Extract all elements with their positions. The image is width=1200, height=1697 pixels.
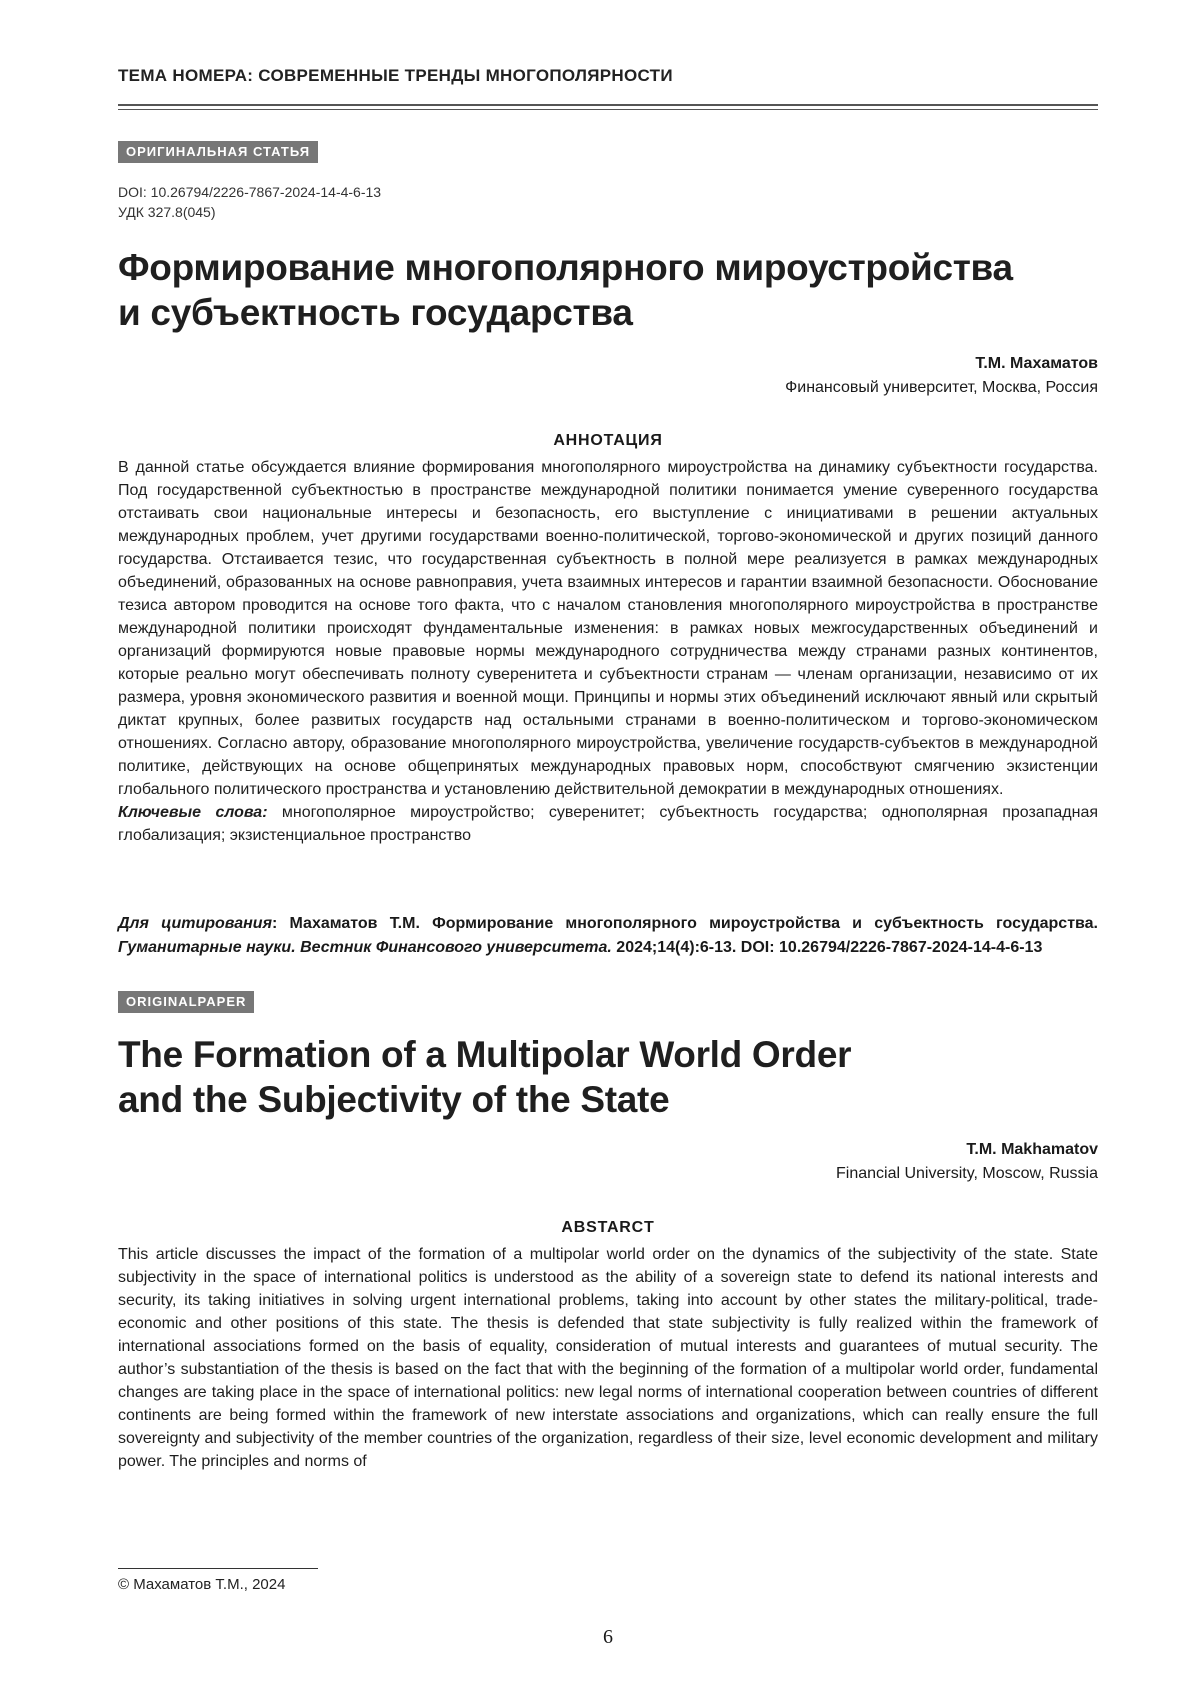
title-line-1: Формирование многополярного мироустройства [118, 247, 1013, 288]
citation-block [118, 912, 1098, 960]
article-title-en [118, 1032, 1098, 1122]
page-number: 6 [603, 1626, 613, 1648]
udk-line: УДК 327.8(045) [118, 204, 216, 220]
article-type-tag-en: ORIGINALPAPER [118, 991, 254, 1013]
title-line-1-en: The Formation of a Multipolar World Order [118, 1034, 852, 1075]
citation-label: Для цитирования [118, 915, 272, 932]
author-affiliation: Финансовый университет, Москва, Россия [785, 379, 1098, 396]
abstract-text-en: This article discusses the impact of the formation of a multipolar world order on the dynamics of the subjectivity of the state. State subjectivity in the space of international politics is understood as the ability of a sovereign state to defend its national interests and security, its taking initiatives in solving urgent international problems, taking into account by other states the military-political, trade-economic and other positions of this state. The thesis is defended that state subjectivity is fully realized within the framework of international associations formed on the basis of equality, consideration of mutual interests and guarantees of mutual security. The author’s substantiation of the thesis is based on the fact that with the beginning of the formation of a multipolar world order, fundamental changes are taking place in the space of international politics: new legal norms of international cooperation between countries of different continents are being formed within the framework of new interstate associations and organizations, which can really ensure the full sovereignty and subjectivity of the member countries of the organization, regardless of their size, level economic development and military power. The principles and norms of [118, 1246, 1098, 1470]
author-name-en: T.M. Makhamatov [966, 1141, 1098, 1158]
author-name: Т.М. Махаматов [975, 355, 1098, 372]
keywords-list: многополярное мироустройство; суверенитет; субъектность государства; однополярная прозападная глобализация; экзистенциальное пространство [118, 804, 1098, 844]
article-type-tag-ru: ОРИГИНАЛЬНАЯ СТАТЬЯ [118, 141, 318, 163]
citation-tail: 2024;14(4):6-13. DOI: 10.26794/2226-7867-2024-14-4-6-13 [611, 939, 1043, 956]
copyright-footnote: © Махаматов Т.М., 2024 [118, 1576, 286, 1593]
abstract-heading-en: ABSTARCT [561, 1219, 655, 1236]
header-rule [118, 104, 1098, 110]
citation-journal: Гуманитарные науки. Вестник Финансового университета. [118, 939, 612, 956]
title-line-2: и субъектность государства [118, 292, 633, 333]
abstract-heading-ru: АННОТАЦИЯ [553, 432, 663, 449]
footnote-rule [118, 1568, 318, 1569]
keywords-label: Ключевые слова: [118, 804, 268, 821]
doi-line[interactable]: DOI: 10.26794/2226-7867-2024-14-4-6-13 [118, 184, 382, 200]
abstract-body: В данной статье обсуждается влияние формирования многополярного мироустройства на динамику субъектности государства. Под государственной субъектностью в пространстве международной политики понимается умение суверенного государства отстаивать свои национальные интересы и безопасность, его выступление с инициативами в решении актуальных международных проблем, учет другими государствами военно-политической, торгово-экономической и других позиций данного государства. Отстаивается тезис, что государственная субъектность в полной мере реализуется в рамках международных объединений, образованных на основе равноправия, учета взаимных интересов и гарантии взаимной безопасности. Обоснование тезиса автором проводится на основе того факта, что с началом становления многополярного мироустройства в пространстве международной политики происходят фундаментальные изменения: в рамках новых межгосударственных объединений и организаций формируются новые правовые нормы международного сотрудничества между странами разных континентов, которые реально могут обеспечивать полноту суверенитета и субъектности странам — членам организации, независимо от их размера, уровня экономического развития и военной мощи. Принципы и нормы этих объединений исключают явный или скрытый диктат крупных, более развитых государств над остальными странами в военно-политическом и торгово-экономическом отношениях. Согласно автору, образование многополярного мироустройства, увеличение государств-субъектов в международной политике, действующих на основе общепринятых международных правовых норм, способствуют смягчению экзистенции глобального политического пространства и установлению действительной демократии в международных отношениях. [118, 459, 1098, 798]
running-header: ТЕМА НОМЕРА: СОВРЕМЕННЫЕ ТРЕНДЫ МНОГОПОЛЯРНОСТИ [118, 66, 673, 85]
title-line-2-en: and the Subjectivity of the State [118, 1079, 670, 1120]
article-title-ru [118, 245, 1098, 335]
citation-main: : Махаматов Т.М. Формирование многополярного мироустройства и субъектность государства. [272, 915, 1098, 932]
author-block-en [836, 1138, 1098, 1186]
author-affiliation-en: Financial University, Moscow, Russia [835, 1165, 1098, 1182]
abstract-text-ru [118, 456, 1098, 847]
author-block-ru [785, 352, 1098, 400]
